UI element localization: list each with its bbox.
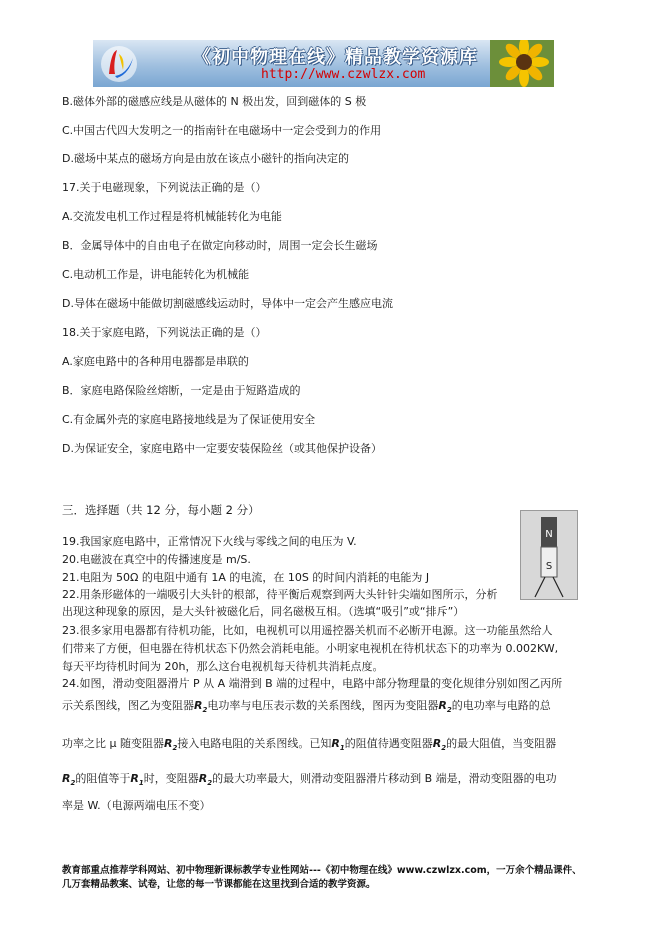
r2-symbol: $R_2$ [432, 737, 447, 753]
q24-text: 电功率与电压表示数的关系图线，图丙为变阻器 [207, 699, 439, 712]
sunflower-icon [490, 40, 554, 87]
question-17: 17.关于电磁现象，下列说法正确的是（） [62, 181, 267, 194]
r1-symbol: $R_1$ [130, 772, 144, 788]
q24-text: 的阻值待遇变阻器 [344, 737, 433, 750]
question-24-line-2 [62, 698, 551, 718]
r2-symbol: $R_2$ [164, 737, 178, 753]
r1-symbol: $R_1$ [331, 737, 345, 753]
r2-symbol: $R_2$ [62, 772, 76, 788]
option-b-magnet: B.磁体外部的磁感应线是从磁体的 N 极出发，回到磁体的 S 极 [62, 95, 367, 108]
section-3-heading: 三．选择题（共 12 分，每小题 2 分） [62, 503, 260, 517]
q24-text: 的阻值等于 [75, 772, 131, 785]
question-20: 20.电磁波在真空中的传播速度是 m/S. [62, 553, 251, 566]
question-18-option-d: D.为保证安全，家庭电路中一定要安装保险丝（或其他保护设备） [62, 442, 382, 455]
banner-url[interactable]: http://www.czwlzx.com [261, 67, 426, 82]
q24-text: 功率之比 μ 随变阻器 [62, 737, 164, 750]
question-24-line-3 [62, 736, 556, 756]
question-22-line-1: 22.用条形磁体的一端吸引大头针的根部，待平衡后观察到两大头针针尖端如图所示，分析 [62, 588, 498, 601]
question-17-option-c: C.电动机工作是，讲电能转化为机械能 [62, 268, 250, 281]
r2-symbol: $R_2$ [438, 699, 452, 715]
q24-text: 的电功率与电路的总 [451, 699, 551, 712]
question-23-line-2: 们带来了方便，但电器在待机状态下仍然会消耗电能。小明家电视机在待机状态下的功率为 0.002KW, [62, 642, 559, 655]
bar-magnet-illustration [521, 511, 577, 599]
question-17-option-d: D.导体在磁场中能做切割磁感线运动时，导体中一定会产生感应电流 [62, 297, 393, 310]
option-d-field-direction: D.磁场中某点的磁场方向是由放在该点小磁针的指向决定的 [62, 152, 349, 165]
question-23-line-3: 每天平均待机时间为 20h，那么这台电视机每天待机共消耗点度。 [62, 660, 384, 673]
question-18-option-b: B．家庭电路保险丝熔断，一定是由于短路造成的 [62, 384, 301, 397]
q24-text: 时，变阻器 [143, 772, 199, 785]
north-pole-label: N [545, 529, 553, 540]
site-logo-icon [99, 44, 139, 84]
question-23-line-1: 23.很多家用电器都有待机功能，比如，电视机可以用遥控器关机而不必断开电源。这一功能虽然给人 [62, 624, 553, 637]
q24-text: 接入电路电阻的关系图线。已知 [177, 737, 332, 750]
magnet-pins-figure [520, 510, 578, 600]
south-pole-label: S [545, 561, 553, 572]
question-17-option-b: B．金属导体中的自由电子在做定向移动时，周围一定会长生磁场 [62, 239, 378, 252]
r2-symbol: $R_2$ [198, 772, 213, 788]
r2-symbol: $R_2$ [194, 699, 208, 715]
question-18-option-c: C.有金属外壳的家庭电路接地线是为了保证使用安全 [62, 413, 316, 426]
question-24-line-4 [62, 771, 557, 791]
question-24-line-5: 率是 W.（电源两端电压不变） [62, 799, 211, 812]
question-22-line-2: 出现这种现象的原因，是大头针被磁化后，同名磁极互相。（选填“吸引”或“排斥”） [62, 605, 465, 618]
header-banner [93, 40, 554, 87]
footer-line-2: 几万套精品教案、试卷，让您的每一节课都能在这里找到合适的教学资源。 [62, 879, 376, 890]
question-18-option-a: A.家庭电路中的各种用电器都是串联的 [62, 355, 249, 368]
question-21: 21.电阻为 50Ω 的电阻中通有 1A 的电流，在 10S 的时间内消耗的电能为 J [62, 571, 430, 584]
question-17-option-a: A.交流发电机工作过程是将机械能转化为电能 [62, 210, 282, 223]
q24-text: 的最大阻值，当变阻器 [446, 737, 557, 750]
q24-text: 示关系图线，图乙为变阻器 [62, 699, 194, 712]
banner-title: 《初中物理在线》精品教学资源库 [193, 47, 478, 68]
question-18: 18.关于家庭电路，下列说法正确的是（） [62, 326, 267, 339]
question-19: 19.我国家庭电路中，正常情况下火线与零线之间的电压为 V. [62, 535, 357, 548]
question-24-line-1: 24.如图，滑动变阻器滑片 P 从 A 端滑到 B 端的过程中，电路中部分物理量的变化规律分别如图乙丙所 [62, 677, 563, 690]
option-c-compass: C.中国古代四大发明之一的指南针在电磁场中一定会受到力的作用 [62, 124, 382, 137]
footer-line-1: 教育部重点推荐学科网站、初中物理新课标教学专业性网站---《初中物理在线》www.czwlzx.com，一万余个精品课件、 [62, 865, 582, 876]
q24-text: 的最大功率最大，则滑动变阻器滑片移动到 B 端是，滑动变阻器的电功 [212, 772, 557, 785]
page-footer [62, 864, 582, 892]
